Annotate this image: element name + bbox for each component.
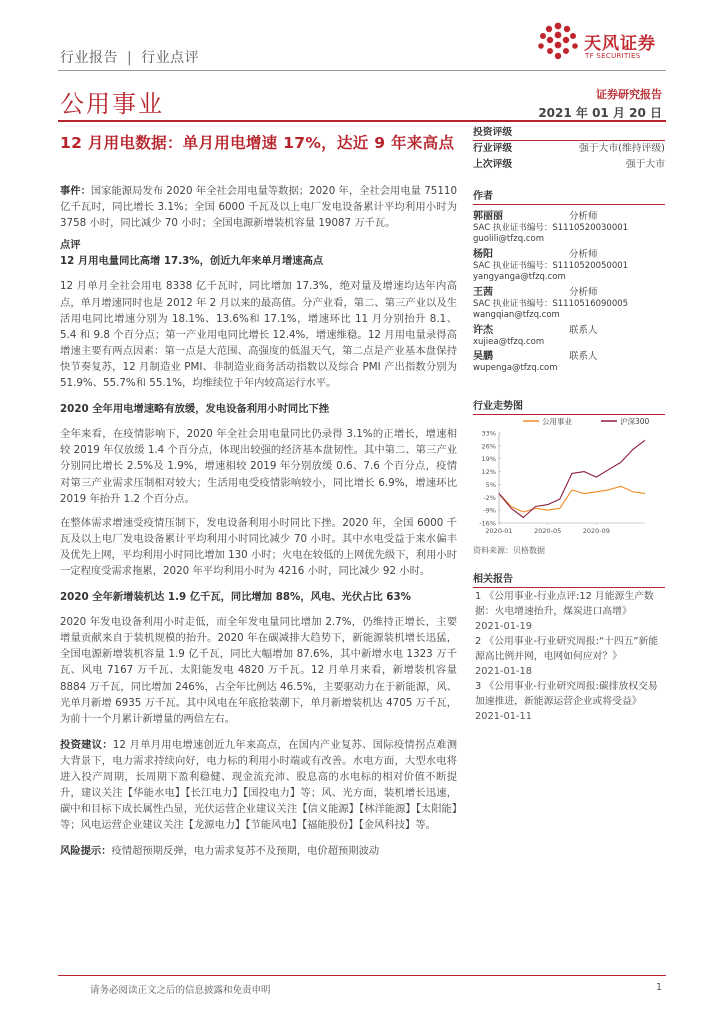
author-name: 杨阳 (473, 249, 493, 260)
author-entry (473, 351, 665, 377)
trend-head: 行业走势图 (473, 397, 665, 415)
author-name: 吴鹏 (473, 351, 493, 362)
authors-section (473, 187, 665, 377)
x-tick-label: 2020-05 (534, 527, 562, 535)
category-separator: | (126, 50, 133, 66)
subcategory-label: 行业点评 (141, 50, 200, 66)
paragraph-4: 2020 年发电设备利用小时走低，而全年发电量同比增加 2.7%，仍维持正增长，主要增量贡献来自于装机规模的抬升。2020 年在碳减排大趋势下，新能源装机增长迅猛，全国电源新增装机容量 1.9 亿千瓦，同比大幅增加 87.6%，其中新增水电 1323 万千瓦、风电 7167 万千瓦、太阳能发电 4820 万千瓦。12 月单月来看，新增装机容量 8884 万千瓦，同比增加 246%，占全年比例达 46.5%，主要驱动力在于新能源，风、光单月新增 6935 万千瓦。其中风电在年底抢装潮下，单月新增装机达 4705 万千瓦，为前十一个月累计新增量的两倍左右。 (60, 616, 457, 725)
author-role: 联系人 (569, 351, 598, 362)
report-category (60, 47, 199, 67)
x-tick-label: 2020-01 (485, 527, 513, 535)
section-heading-2: 2020 全年用电增速略有放缓，发电设备利用小时同比下挫 (60, 403, 330, 416)
related-date: 2021-01-11 (475, 711, 532, 722)
y-tick-label: 5% (485, 480, 496, 489)
series-line (499, 440, 645, 517)
related-date: 2021-01-19 (475, 621, 532, 632)
y-tick-label: -2% (483, 493, 496, 502)
legend-label: 沪深300 (620, 417, 650, 426)
related-date: 2021-01-18 (475, 666, 532, 677)
footer-disclaimer[interactable]: 请务必阅读正文之后的信息披露和免责申明 (90, 985, 271, 996)
chart-source: 资料来源：贝格数据 (473, 546, 545, 555)
trend-chart-svg (473, 413, 665, 541)
related-item[interactable] (475, 634, 665, 679)
related-title[interactable]: 2 《公用事业-行业研究周报:“十四五”新能源高比例并网，电网如何应对？》 (475, 636, 659, 662)
category-label: 行业报告 (60, 50, 118, 66)
author-name: 许杰 (473, 325, 493, 336)
author-email[interactable]: xujiea@tfzq.com (473, 336, 545, 347)
author-email[interactable]: guolili@tfzq.com (473, 234, 544, 244)
section-heading-1: 12 月用电量同比高增 17.3%，创近九年来单月增速高点 (60, 255, 324, 268)
report-title: 12 月用电数据：单月用电增速 17%，达近 9 年来高点 (60, 134, 455, 152)
footer-divider (58, 975, 666, 976)
logo-mark-icon (536, 20, 580, 64)
related-item[interactable] (475, 679, 665, 724)
y-tick-label: -9% (483, 506, 496, 515)
author-role: 分析师 (569, 287, 598, 298)
header-divider (58, 70, 666, 71)
rating-value: 强于大市 (625, 159, 665, 170)
y-tick-label: 19% (481, 455, 496, 464)
paragraph-2: 全年来看，在疫情影响下，2020 年全社会用电量同比仍录得 3.1%的正增长，增速相较 2019 年仅放缓 1.4 个百分点，体现出较强的经济基本盘韧性。其中第二、第三产业分别同比增长 2.5%及 1.9%，增速相较 2019 年分别放缓 0.6、7.6 个百分点，疫情对第三产业需求压制相对较大；生活用电受疫情影响较小，同比增长 6.9%，增速环比 2019 年抬升 1.2 个百分点。 (60, 428, 457, 505)
related-head: 相关报告 (473, 570, 665, 588)
rating-table (473, 125, 665, 173)
event-text: 国家能源局发布 2020 年全社会用电量等数据；2020 年，全社会用电量 75110 亿千瓦时，同比增长 3.1%；全国 6000 千瓦及以上电厂发电设备累计平均利用小时为 3758 小时，同比减少 70 小时；全国电源新增装机容量 19087 万千瓦。 (60, 185, 457, 230)
report-date: 2021 年 01 月 20 日 (538, 106, 662, 120)
author-entry (473, 249, 665, 287)
author-sac: SAC 执业证书编号：S1110516090005 (473, 298, 629, 309)
author-role: 分析师 (569, 211, 598, 222)
rating-key: 行业评级 (473, 143, 513, 154)
legend-label: 公用事业 (542, 417, 572, 426)
risk-text: 疫情超预期反弹，电力需求复苏不及预期，电价超预期波动 (111, 845, 380, 858)
authors-head: 作者 (473, 187, 665, 205)
report-type: 证券研究报告 (596, 88, 662, 101)
logo-en-text: TF SECURITIES (585, 52, 641, 60)
rating-row (473, 141, 665, 157)
rating-head: 投资评级 (473, 127, 513, 138)
company-logo (536, 20, 666, 68)
sector-divider (58, 120, 666, 122)
author-name: 王茜 (473, 287, 493, 298)
risk-label: 风险提示： (60, 845, 112, 858)
y-tick-label: -16% (479, 519, 496, 528)
page-number: 1 (655, 982, 662, 993)
paragraph-3: 在整体需求增速受疫情压制下，发电设备利用小时同比下挫。2020 年，全国 6000 千瓦及以上电厂发电设备累计平均利用小时同比减少 70 小时。其中水电受益于来水偏丰及优先上网，平均利用小时同比增加 130 小时；火电在较低的上网优先级下，利用小时一定程度受需求拖累，2020 年平均利用小时为 4216 小时，同比减少 92 小时。 (60, 516, 457, 577)
rating-value: 强于大市(维持评级) (578, 143, 665, 154)
x-tick-label: 2020-09 (582, 527, 610, 535)
logo-cn-text: 天风证券 (584, 34, 656, 54)
author-entry (473, 211, 665, 249)
author-email[interactable]: wangqian@tfzq.com (473, 310, 560, 320)
rating-key: 上次评级 (473, 159, 513, 170)
author-email[interactable]: wupenga@tfzq.com (473, 362, 558, 373)
rating-head-row (473, 125, 665, 141)
related-item[interactable] (475, 589, 665, 634)
rating-row (473, 157, 665, 173)
section-heading-3: 2020 全年新增装机达 1.9 亿千瓦，同比增加 88%，风电、光伏占比 63% (60, 591, 411, 604)
trend-chart (473, 413, 665, 541)
advice-label: 投资建议： (60, 738, 113, 751)
author-sac: SAC 执业证书编号：S1110520030001 (473, 222, 629, 233)
author-sac: SAC 执业证书编号：S1110520050001 (473, 260, 629, 271)
paragraph-1: 12 月单月全社会用电 8338 亿千瓦时，同比增加 17.3%，绝对量及增速均达年内高点，单月增速同时也是 2012 年 2 月以来的最高值。分产业看，第二、第三产业以及生活用电同比增速分别为 18.1%、13.6%和 17.1%，增速环比 11 月分别抬升 8.1、5.4 和 9.8 个百分点；第一产业用电同比增长 12.4%，增速维稳。12 月用电量录得高增速主要有两点因素：第一点是大范围、高强度的低温天气，第二点是产业基本盘保持快节奏复苏，12 月制造业 PMI、非制造业商务活动指数以及综合 PMI 产出指数分别为 51.9%、55.7%和 55.1%，均维续位于年内较高运行水平。 (60, 280, 457, 390)
related-list (475, 589, 665, 724)
advice-paragraph (60, 737, 457, 834)
sector-title: 公用事业 (60, 90, 164, 118)
related-title[interactable]: 1 《公用事业-行业点评:12 月能源生产数据：火电增速抬升，煤炭进口高增》 (475, 591, 654, 617)
comment-label: 点评 (60, 239, 81, 252)
event-paragraph (60, 183, 457, 231)
risk-paragraph (60, 843, 457, 859)
author-role: 联系人 (569, 325, 598, 336)
advice-text: 12 月单月用电增速创近九年来高点，在国内产业复苏、国际疫情拐点难测大背景下，电力需求持续向好，电力标的利用小时端或有改善。水电方面，大型水电将进入投产周期，长周期下盈利稳健、现金流充沛、股息高的水电标的相对价值不断提升，建议关注【华能水电】【长江电力】【国投电力】等；风、光方面，装机增长迅速，碳中和目标下成长属性凸显，光伏运营企业建议关注【信义能源】【林洋能源】【太阳能】等；风电运营企业建议关注【龙源电力】【节能风电】【福能股份】【金风科技】等。 (60, 738, 458, 832)
y-tick-label: 12% (481, 468, 496, 477)
series-line (499, 486, 645, 512)
author-email[interactable]: yangyanga@tfzq.com (473, 272, 566, 282)
author-entry (473, 287, 665, 325)
author-role: 分析师 (569, 249, 598, 260)
event-label: 事件： (60, 185, 91, 197)
report-body (60, 183, 457, 865)
author-name: 郭丽丽 (473, 211, 503, 222)
y-tick-label: 33% (481, 429, 496, 438)
y-tick-label: 26% (481, 442, 496, 451)
related-title[interactable]: 3 《公用事业-行业研究周报:碳排放权交易加速推进，新能源运营企业或将受益》 (475, 681, 658, 707)
author-entry (473, 325, 665, 351)
